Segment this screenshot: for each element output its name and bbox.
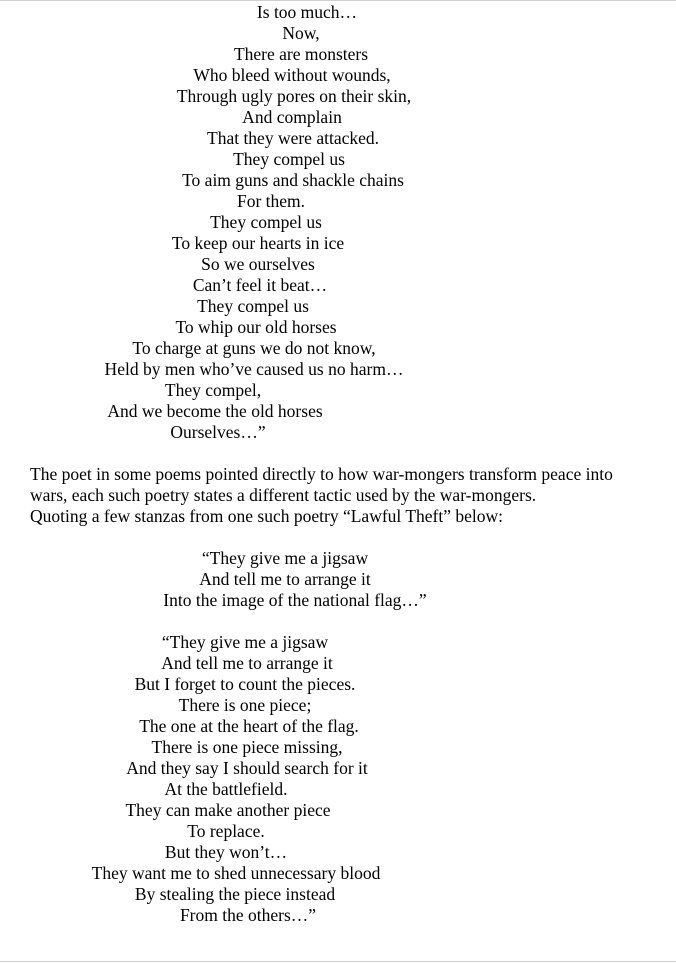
- verse-line: There are monsters: [233, 44, 369, 64]
- verse-line: And complain: [242, 107, 342, 127]
- verse-line: They compel,: [164, 380, 262, 400]
- paragraph-line: Quoting a few stanzas from one such poetry “Lawful Theft” below:: [30, 506, 503, 526]
- verse-line: “They give me a jigsaw: [161, 632, 329, 652]
- verse-line: Is too much…: [256, 2, 358, 22]
- paragraph-line: wars, each such poetry states a different tactic used by the war-mongers.: [30, 485, 537, 505]
- verse-line: But they won’t…: [164, 842, 288, 862]
- verse-line: Now,: [282, 23, 320, 43]
- verse-line: To charge at guns we do not know,: [132, 338, 376, 358]
- verse-line: To aim guns and shackle chains: [182, 170, 404, 190]
- verse-line: To replace.: [187, 821, 265, 841]
- verse-line: Can’t feel it beat…: [192, 275, 328, 295]
- verse-line: And we become the old horses: [107, 401, 323, 421]
- verse-line: And tell me to arrange it: [199, 569, 371, 589]
- verse-line: They compel us: [197, 296, 309, 316]
- verse-line: From the others…”: [179, 905, 317, 925]
- verse-line: The one at the heart of the flag.: [139, 716, 359, 736]
- verse-line: There is one piece;: [178, 695, 312, 715]
- verse-line: To keep our hearts in ice: [171, 233, 345, 253]
- verse-line: For them.: [236, 191, 306, 211]
- verse-line: And they say I should search for it: [126, 758, 368, 778]
- paragraph-line: The poet in some poems pointed directly to how war-mongers transform peace into: [30, 464, 613, 484]
- bottom-border: [0, 961, 676, 962]
- verse-line: Who bleed without wounds,: [193, 65, 391, 85]
- verse-line: By stealing the piece instead: [134, 884, 336, 904]
- verse-line: Ourselves…”: [170, 422, 266, 442]
- verse-line: Held by men who’ve caused us no harm…: [104, 359, 404, 379]
- verse-line: That they were attacked.: [207, 128, 379, 148]
- verse-line: They compel us: [210, 212, 322, 232]
- verse-line: They can make another piece: [125, 800, 331, 820]
- top-border: [0, 0, 676, 1]
- verse-line: Through ugly pores on their skin,: [176, 86, 412, 106]
- verse-line: There is one piece missing,: [151, 737, 343, 757]
- verse-line: To whip our old horses: [175, 317, 337, 337]
- verse-line: “They give me a jigsaw: [201, 548, 369, 568]
- verse-line: But I forget to count the pieces.: [134, 674, 356, 694]
- verse-line: So we ourselves: [201, 254, 315, 274]
- verse-line: They want me to shed unnecessary blood: [91, 863, 381, 883]
- verse-line: And tell me to arrange it: [161, 653, 333, 673]
- verse-line: They compel us: [233, 149, 345, 169]
- verse-line: Into the image of the national flag…”: [163, 590, 427, 610]
- verse-line: At the battlefield.: [164, 779, 288, 799]
